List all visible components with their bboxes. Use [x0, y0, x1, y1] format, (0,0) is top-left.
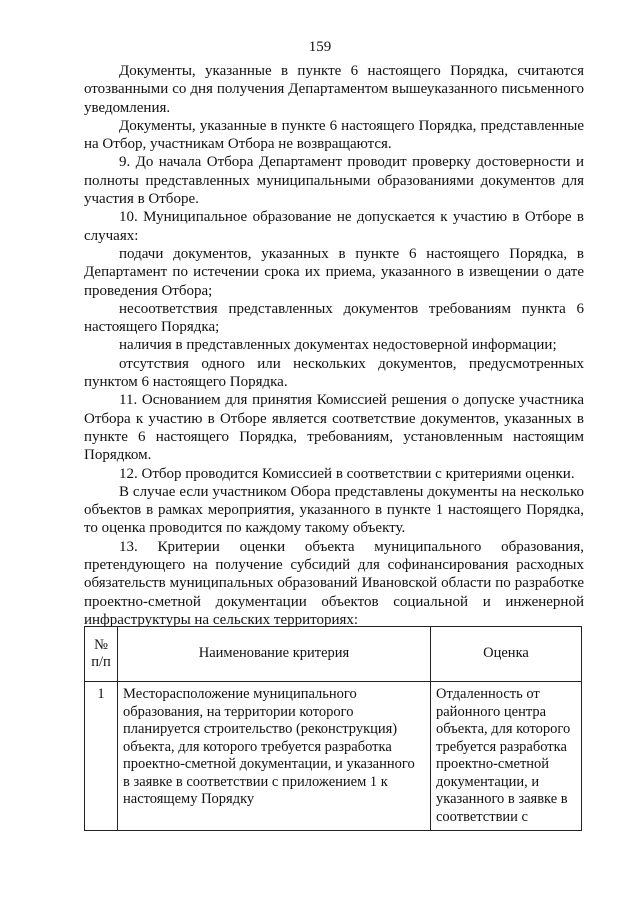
paragraph-case-nonconformity: несоответствия представленных документов требованиям пункта 6 настоящего Порядка; [84, 300, 584, 336]
paragraph-item-11: 11. Основанием для принятия Комиссией решения о допуске участника Отбора к участию в Отборе является соответствие документов, указанных в пункте 6 настоящего Порядка, требованиям, установленным настоящим Порядком. [84, 392, 584, 464]
criteria-table [84, 626, 582, 831]
paragraph-item-12: 12. Отбор проводится Комиссией в соответствии с критериями оценки. [119, 465, 575, 482]
paragraph-case-late-submission: подачи документов, указанных в пункте 6 настоящего Порядка, в Департамент по истечении срока их приема, указанного в извещении о дате проведения Отбора; [84, 245, 584, 299]
paragraph-multiple-objects: В случае если участником Обора представлены документы на несколько объектов в рамках мероприятия, указанного в пункте 1 настоящего Порядка, то оценка проводится по каждому такому объекту. [84, 483, 584, 537]
table-header-row [85, 627, 582, 682]
header-score: Оценка [431, 627, 582, 682]
paragraph-case-false-info: наличия в представленных документах недостоверной информации; [119, 337, 557, 354]
page-number: 159 [308, 39, 332, 55]
paragraph-item-10: 10. Муниципальное образование не допускается к участию в Отборе в случаях: [84, 209, 584, 244]
criterion-cell: Месторасположение муниципального образования, на территории которого планируется строительство (реконструкция) объекта, для которого требуется разработка проектно-сметной документации, и указанного в заявке в соответствии с приложением 1 к настоящему Порядку [118, 682, 431, 831]
row-number-cell: 1 [85, 682, 118, 831]
score-cell: Отдаленность от районного центра объекта, для которого требуется разработка проектно-сметной документации, и указанного в заявке в соответствии с [431, 682, 582, 831]
header-criterion: Наименование критерия [118, 627, 431, 682]
table-row [85, 682, 582, 831]
paragraph-item-13: 13. Критерии оценки объекта муниципального образования, претендующего на получение субсидий для софинансирования расходных обязательств муниципальных образований Ивановской области по разработке проектно-сметной документации объектов социальной и инженерной инфраструктуры на сельских территориях: [84, 538, 584, 628]
paragraph-case-missing-docs: отсутствия одного или нескольких документов, предусмотренных пунктом 6 настоящего Порядка. [84, 355, 584, 391]
paragraph-docs-not-returned: Документы, указанные в пункте 6 настоящего Порядка, представленные на Отбор, участникам Отбора не возвращаются. [84, 117, 584, 153]
paragraph-withdrawn-docs: Документы, указанные в пункте 6 настоящего Порядка, считаются отозванными со дня получения Департаментом вышеуказанного письменного уведомления. [84, 63, 584, 116]
paragraph-item-9: 9. До начала Отбора Департамент проводит проверку достоверности и полноты представленных муниципальными образованиями документов для участия в Отборе. [84, 154, 584, 208]
document-body [84, 62, 584, 629]
header-number: № п/п [85, 627, 118, 682]
